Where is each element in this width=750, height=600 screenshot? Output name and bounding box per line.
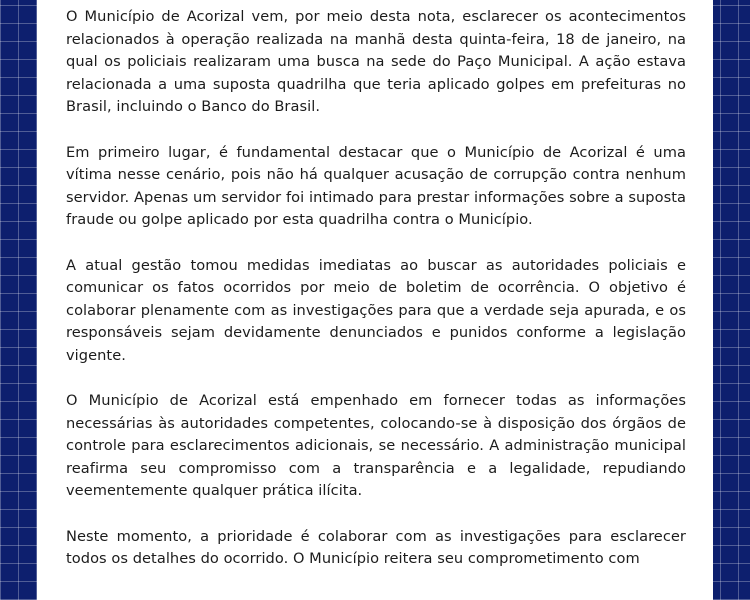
- paragraph-2: Em primeiro lugar, é fundamental destacar que o Município de Acorizal é uma vítima nesse cenário, pois não há qualquer acusação de corrupção contra nenhum servidor. Apenas um servidor foi intimado para prestar informações sobre a suposta fraude ou golpe aplicado por esta quadrilha contra o Município.: [66, 143, 686, 229]
- note-body: [66, 6, 686, 593]
- paragraph-5: Neste momento, a prioridade é colaborar com as investigações para esclarecer todos os detalhes do ocorrido. O Município reitera seu comprometimento com: [66, 527, 686, 568]
- paragraph-1: O Município de Acorizal vem, por meio desta nota, esclarecer os acontecimentos relacionados à operação realizada na manhã desta quinta-feira, 18 de janeiro, na qual os policiais realizaram uma busca na sede do Paço Municipal. A ação estava relacionada a uma suposta quadrilha que teria aplicado golpes em prefeituras no Brasil, incluindo o Banco do Brasil.: [66, 8, 686, 116]
- paragraph-3: A atual gestão tomou medidas imediatas ao buscar as autoridades policiais e comunicar os fatos ocorridos por meio de boletim de ocorrência. O objetivo é colaborar plenamente com as investigações para que a verdade seja apurada, e os responsáveis sejam devidamente denunciados e punidos conforme a legislação vigente.: [66, 256, 686, 364]
- paragraph-4: O Município de Acorizal está empenhado em fornecer todas as informações necessárias às autoridades competentes, colocando-se à disposição dos órgãos de controle para esclarecimentos adicionais, se necessário. A administração municipal reafirma seu compromisso com a transparência e a legalidade, repudiando veementemente qualquer prática ilícita.: [66, 392, 686, 500]
- note-paper: [37, 0, 713, 600]
